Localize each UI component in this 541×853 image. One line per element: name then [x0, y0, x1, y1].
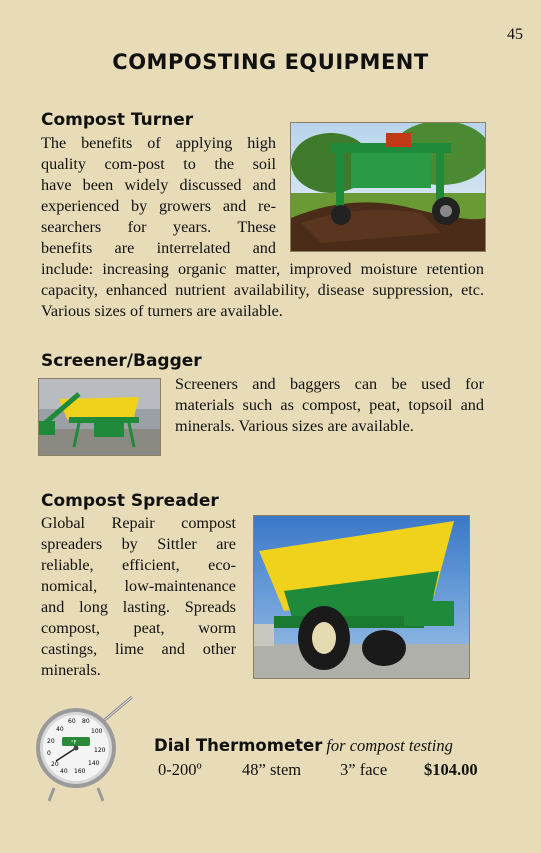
screener-bagger-text: Screeners and baggers can be used for materials such as compost, peat, topsoil and minerals. Various sizes are available. [175, 375, 484, 435]
page-number: 45 [507, 26, 523, 43]
dial-number: 80 [82, 718, 90, 725]
dial-number: 40 [60, 768, 68, 775]
dial-thermometer-subtitle: for compost testing [326, 736, 453, 755]
text-line: have been widely discussed and [41, 176, 276, 194]
dial-center-label: °F [71, 740, 77, 746]
compost-turner-photo [290, 122, 486, 252]
text-line: benefits are interrelated and [41, 239, 276, 257]
compost-turner-text-continued: include: increasing organic matter, improved moisture retention capacity, enhanced nutrient availability, disease suppression, etc. Various sizes of turners are available. [41, 260, 484, 320]
text-line: experienced by growers and re- [41, 197, 276, 215]
text-line: searchers for years. These [41, 218, 276, 236]
dial-thermometer-heading-line [154, 736, 453, 756]
dial-number: 60 [68, 718, 76, 725]
compost-spreader-photo [253, 515, 470, 679]
screener-bagger-photo [38, 378, 161, 456]
dial-number: 100 [91, 728, 103, 735]
compost-turner-text-wrap [41, 133, 276, 259]
dial-number: 20 [51, 761, 59, 768]
thermometer-range: 0-200º [158, 760, 202, 779]
thermometer-face: 3” face [340, 760, 388, 779]
thermometer-stem: 48” stem [242, 760, 302, 779]
dial-thermometer-title: Dial Thermometer [154, 736, 323, 755]
dial-number: 20 [47, 738, 55, 745]
thermometer-price: $104.00 [424, 760, 478, 779]
text-line: The benefits of applying high [41, 134, 276, 152]
text-line: quality com-post to the soil [41, 155, 276, 173]
dial-number: 160 [74, 768, 86, 775]
screener-bagger-heading: Screener/Bagger [41, 351, 202, 371]
dial-number: 0 [47, 750, 51, 757]
compost-turner-heading: Compost Turner [41, 110, 194, 130]
page-title: COMPOSTING EQUIPMENT [112, 50, 429, 74]
dial-number: 120 [94, 747, 106, 754]
compost-spreader-text: Global Repair compost spreaders by Sittler are reliable, efficient, eco-nomical, low-maintenance and long lasting. Spreads compost, peat, worm castings, lime and other minerals. [41, 514, 236, 679]
dial-number: 40 [56, 726, 64, 733]
compost-spreader-heading: Compost Spreader [41, 491, 219, 511]
dial-thermometer-image [34, 693, 134, 803]
dial-number: 140 [88, 760, 100, 767]
